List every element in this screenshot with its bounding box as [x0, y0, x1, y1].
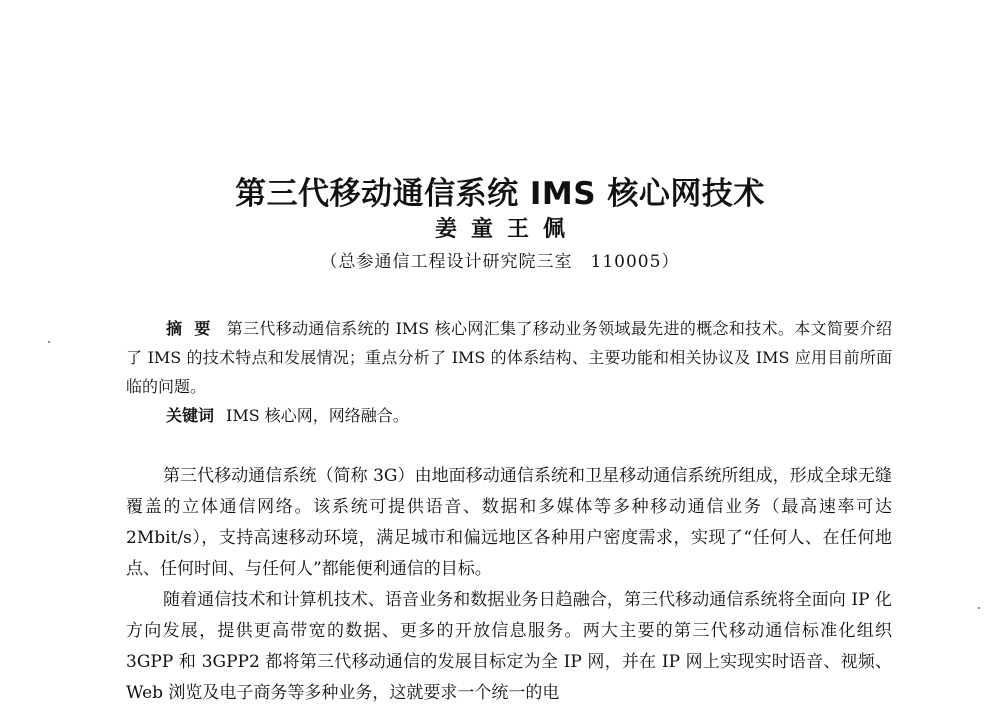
keywords [126, 401, 892, 430]
abstract-text: 第三代移动通信系统的 IMS 核心网汇集了移动业务领域最先进的概念和技术。本文简要介绍了 IMS 的技术特点和发展情况；重点分析了 IMS 的体系结构、主要功能和相关协议及 IMS 应用目前所面临的问题。 [126, 319, 892, 396]
abstract-label: 摘要 [166, 319, 223, 338]
body-text [126, 461, 892, 709]
paper-title: 第三代移动通信系统 IMS 核心网技术 [235, 176, 765, 212]
scan-speck [978, 607, 980, 609]
author-affiliation: （总参通信工程设计研究院三室 110005） [320, 252, 680, 272]
author-names: 姜童王佩 [434, 217, 579, 242]
scan-speck [48, 341, 50, 343]
body-paragraph-2: 随着通信技术和计算机技术、语音业务和数据业务日趋融合，第三代移动通信系统将全面向 IP 化方向发展，提供更高带宽的数据、更多的开放信息服务。两大主要的第三代移动通信标准化组织 3GPP 和 3GPP2 都将第三代移动通信的发展目标定为全 IP 网，并在 IP 网上实现实时语音、视频、Web 浏览及电子商务等多种业务，这就要求一个统一的电 [126, 590, 892, 703]
keywords-label: 关键词 [166, 406, 215, 425]
keywords-text: IMS 核心网，网络融合。 [226, 406, 409, 425]
abstract [126, 314, 892, 401]
body-paragraph-1: 第三代移动通信系统（简称 3G）由地面移动通信系统和卫星移动通信系统所组成，形成全球无缝覆盖的立体通信网络。该系统可提供语音、数据和多媒体等多种移动通信业务（最高速率可达 2Mbit/s），支持高速移动环境，满足城市和偏远地区各种用户密度需求，实现了“任何人、在任何地点、任何时间、与任何人”都能便利通信的目标。 [126, 466, 892, 579]
